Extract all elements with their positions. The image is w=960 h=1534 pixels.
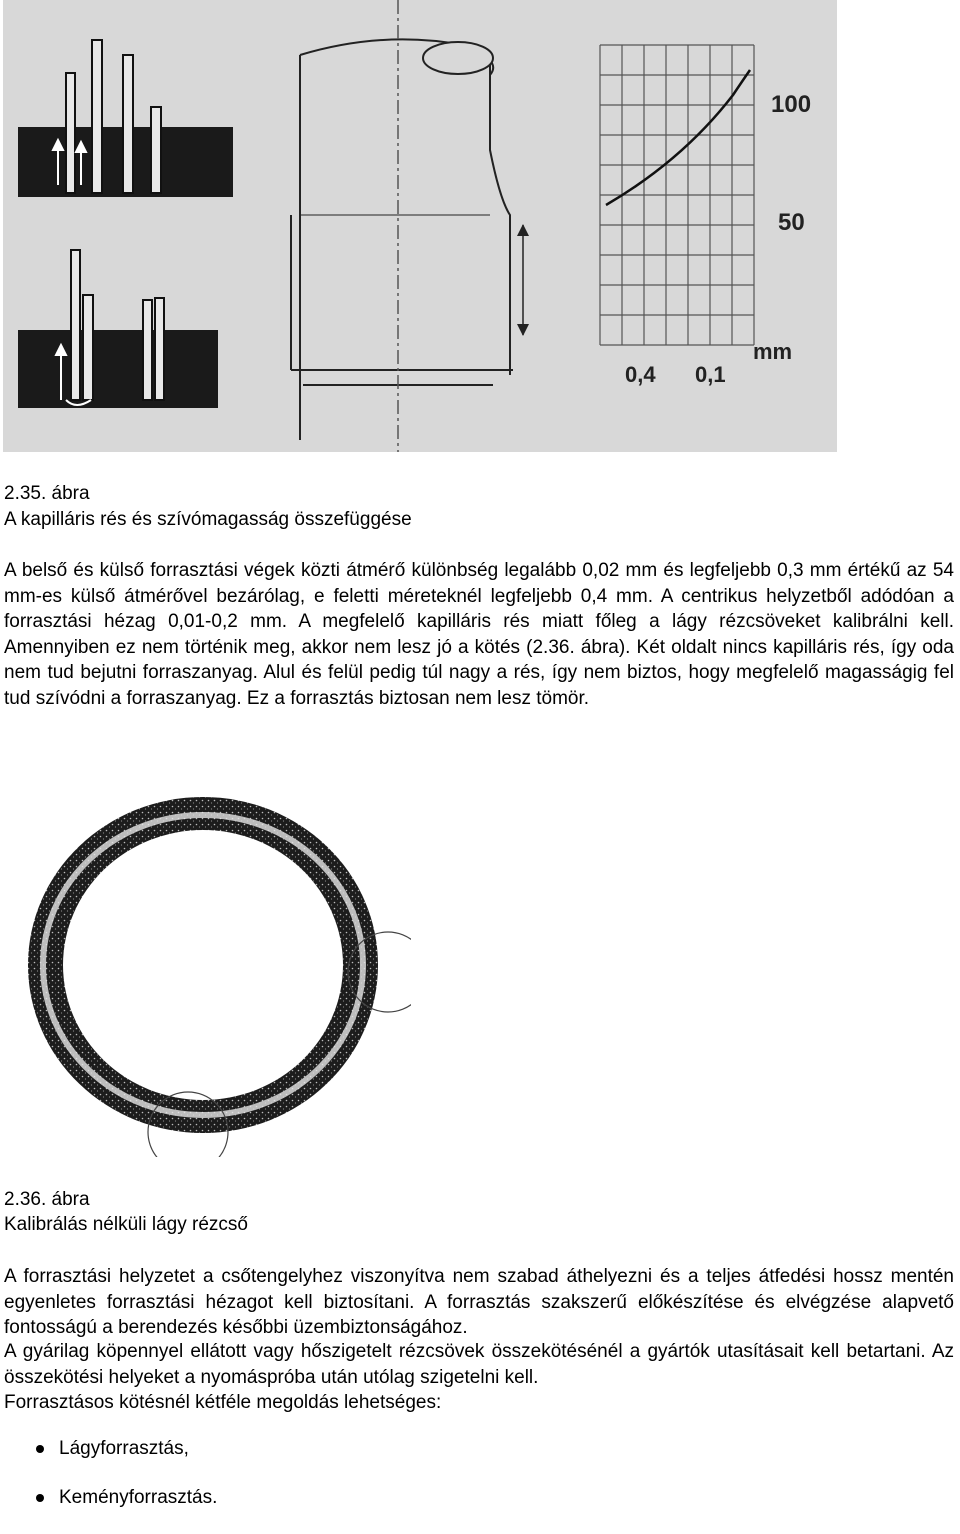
pipe-cross-section [3, 757, 411, 1157]
capillary-gap-figure [3, 0, 837, 452]
paragraph-2: A forrasztási helyzetet a csőtengelyhez viszonyítva nem szabad áthelyezni és a teljes átfedési hossz mentén egyenletes forrasztási hézagot kell biztosítani. A forrasztás szakszerű előkészítése és elvégzése alapvető fontosságú a berendezés későbbi üzembiztonságához. [4, 1266, 954, 1338]
label-mm: mm [753, 339, 793, 364]
block-lower [18, 330, 218, 408]
uncalibrated-pipe-figure [3, 757, 411, 1157]
list-item [0, 1485, 600, 1510]
paragraph-3: A gyárilag köpennyel ellátott vagy hőszigetelt rézcsövek összekötésénél a gyártók utasításait kell betartani. Az összekötési helyeket a nyomáspróba után utólag szigetelni kell. [4, 1341, 954, 1388]
list-item-label: Lágyforrasztás, [59, 1438, 189, 1459]
figure2-title: Kalibrálás nélküli lágy rézcső [4, 1214, 248, 1235]
figure1-number: 2.35. ábra [4, 483, 90, 504]
label-50: 50 [778, 209, 805, 236]
paragraph-1: A belső és külső forrasztási végek közti átmérő különbség legalább 0,02 mm és legfeljebb 0,3 mm értékű az 54 mm-es külső átmérővel bezárólag, e feletti méreteknél legfeljebb 0,4 mm. A centrikus helyzetből adódóan a forrasztási hézag 0,01-0,2 mm. A megfelelő kapilláris rés miatt főleg a lágy rézcsöveket kalibrálni kell. Amennyiben ez nem történik meg, akkor nem lesz jó a kötés (2.36. ábra). Két oldalt nincs kapilláris rés, így oda nem tud bejutni forraszanyag. Alul és felül pedig túl nagy a rés, így nem biztos, hogy megfelelő magasságig fel tud szívódni a forraszanyag. Ez a forrasztás biztosan nem lesz tömör. [4, 560, 954, 709]
figure2-number: 2.36. ábra [4, 1189, 90, 1210]
paragraph-4: Forrasztásos kötésnél kétféle megoldás lehetséges: [4, 1392, 442, 1413]
list-item-label: Keményforrasztás. [59, 1487, 218, 1508]
figure1-title: A kapilláris rés és szívómagasság összefüggése [4, 509, 412, 530]
inner-bore [63, 830, 343, 1100]
solder-type-list [0, 1436, 600, 1534]
pipe-joint [291, 39, 513, 440]
bullet-icon [36, 1445, 44, 1453]
label-100: 100 [771, 91, 812, 118]
capillary-diagram [3, 0, 837, 452]
label-0-4: 0,4 [625, 362, 656, 387]
label-0-1: 0,1 [695, 362, 726, 387]
bullet-icon [36, 1494, 44, 1502]
capillary-curve [606, 70, 750, 205]
list-item [0, 1436, 600, 1461]
